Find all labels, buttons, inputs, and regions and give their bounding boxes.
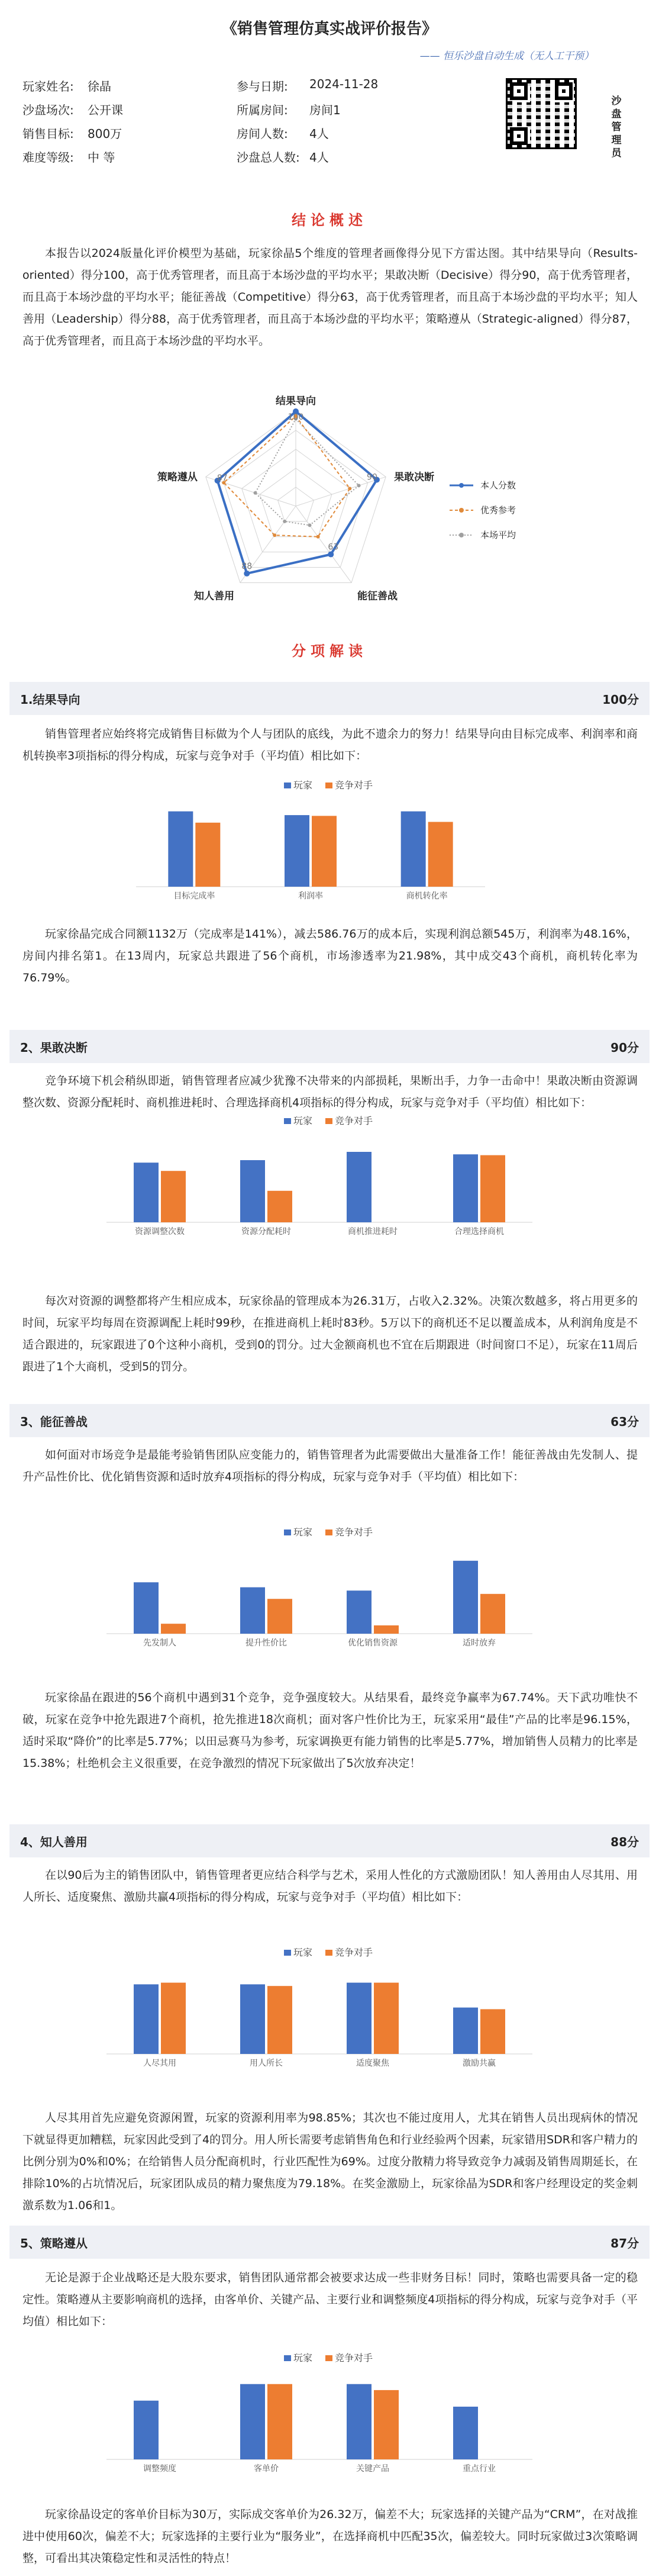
info-row [22,77,472,99]
report-title: 《销售管理仿真实战评价报告》 [221,20,437,38]
bar-chart [0,1116,659,1240]
section-analysis: 玩家徐晶在跟进的56个商机中遇到31个竞争，竞争强度较大。从结果看，最终竞争赢率为67.74%。天下武功唯快不破，玩家在竞争中抢先跟进7个商机，抢先推进18次商机；面对客户性价比为王，玩家采用“最佳”产品的比率是96.15%，适时采取“降价”的比率是5.77%；以田忌赛马为参考，玩家调换更有能力销售的比率是5.77%，增加销售人员精力的比率是15.38%；杜绝机会主义很重要，在竞争激烈的情况下玩家做出了5次放弃决定！ [22,1691,638,1770]
summary-text: 本报告以2024版量化评价模型为基础，玩家徐晶5个维度的管理者画像得分见下方雷达图。其中结果导向（Results-oriented）得分100，高于优秀管理者，而且高于本场沙盘的平均水平；果敢决断（Decisive）得分90，高于优秀管理者，而且高于本场沙盘的平均水平；能征善战（Competitive）得分63，高于优秀管理者，而且高于本场沙盘的平均水平；知人善用（Leadership）得分88，高于优秀管理者，而且高于本场沙盘的平均水平；策略遵从（Strategic-aligned）得分87，高于优秀管理者，而且高于本场沙盘的平均水平。 [22,247,638,347]
category-label: 利润率 [298,891,323,901]
legend-label-opponent: 竞争对手 [335,1947,373,1958]
radar-point [357,484,361,487]
category-label: 商机推进耗时 [348,1227,398,1237]
radar-spoke [296,506,351,582]
radar-value-label: 88 [241,561,253,571]
section-title: 3、能征善战 [20,1415,88,1429]
bar-player [240,1984,265,2054]
legend-swatch-opponent [325,783,332,788]
section-intro: 如何面对市场竞争是最能考验销售团队应变能力的，销售管理者为此需要做出大量准备工作！能征善战由先发制人、提升产品性价比、优化销售资源和适时放弃4项指标的得分构成，玩家与竞争对手（平均值）相比如下： [22,1448,638,1483]
radar-point [316,535,320,539]
category-label: 先发制人 [143,1638,176,1648]
category-label: 激励共赢 [463,2059,496,2068]
level-label: 难度等级: [22,150,74,165]
section-score: 63分 [610,1415,639,1429]
radar-value-label: 63 [328,542,339,552]
report-subtitle: —— 恒乐沙盘自动生成（无人工干预） [419,50,594,62]
legend-label-player: 玩家 [293,1116,313,1126]
radar-point [254,491,257,495]
radar-legend-marker [459,533,464,537]
legend-label-player: 玩家 [293,2353,313,2364]
bar-opponent [195,823,220,887]
legend-label-player: 玩家 [293,780,313,791]
section-header [9,1030,650,1063]
summary-heading: 结论概述 [292,212,367,228]
category-label: 关键产品 [356,2464,389,2474]
section-title: 1.结果导向 [20,693,80,707]
section-score: 88分 [610,1835,639,1849]
bar-opponent [374,1983,399,2054]
radar-point [244,571,250,577]
section-title: 2、果敢决断 [20,1041,88,1055]
bar-player [134,2401,159,2459]
legend-swatch-player [284,1950,291,1956]
legend-swatch-player [284,1530,291,1535]
bar-opponent [161,1171,186,1222]
qr-code[interactable] [506,78,577,149]
section-score: 90分 [610,1041,639,1055]
category-label: 适度聚焦 [356,2059,389,2068]
legend-label-opponent: 竞争对手 [335,1116,373,1126]
bar-player [134,1582,159,1634]
section-header [9,1824,650,1857]
bar-player [347,1590,372,1634]
category-label: 优化销售资源 [348,1638,398,1648]
legend-label-player: 玩家 [293,1947,313,1958]
bar-player [240,1588,265,1634]
radar-axis-label: 结果导向 [276,395,316,407]
category-label: 适时放弃 [463,1638,496,1648]
category-label: 资源调整次数 [135,1227,185,1237]
info-row [22,101,472,123]
date-value: 2024-11-28 [309,77,379,91]
bar-opponent [480,1594,505,1634]
total-people-label: 沙盘总人数: [237,150,300,165]
section-analysis: 人尽其用首先应避免资源闲置，玩家的资源利用率为98.85%；其次也不能过度用人，尤其在销售人员出现病休的情况下就显得更加糟糕，玩家因此受到了4的罚分。用人所长需要考虑销售角色和行业经验两个因素，玩家错用SDR和客户精力的比例分别为0%和0%；在给销售人员分配商机时，行业匹配性为69%。过度分散精力将导致竞争力减弱及销售周期延长，在排除10%的占坑情况后，玩家团队成员的精力聚焦度为79.18%。在奖金激励上，玩家徐晶为SDR和客户经理设定的奖金刺激系数为1.06和1。 [22,2111,638,2212]
details-heading: 分项解读 [292,643,367,659]
section-score: 87分 [610,2236,639,2250]
bar-chart [0,780,659,904]
bar-player [453,1154,478,1222]
category-label: 用人所长 [250,2059,283,2068]
room-value: 房间1 [309,103,341,117]
category-label: 目标完成率 [173,891,215,901]
info-row [22,124,472,147]
bar-opponent [374,2390,399,2459]
bar-player [401,812,426,887]
category-label: 调整频度 [143,2464,176,2474]
bar-player [168,812,193,887]
legend-swatch-opponent [325,1950,332,1956]
radar-legend-label: 本人分数 [480,480,516,491]
bar-player [240,2384,265,2459]
bar-player [285,815,309,887]
bar-opponent [480,2009,505,2054]
section-analysis: 玩家徐晶完成合同额1132万（完成率是141%），减去586.76万的成本后，实现利润总额545万，利润率为48.16%，房间内排名第1。在13周内，玩家总共跟进了56个商机，市场渗透率为21.98%，其中成交43个商机，商机转化率为76.79%。 [22,928,638,984]
section-intro: 竞争环境下机会稍纵即逝，销售管理者应减少犹豫不决带来的内部损耗，果断出手，力争一击命中！果敢决断由资源调整次数、资源分配耗时、商机推进耗时、合理选择商机4项指标的得分构成，玩家与竞争对手（平均值）相比如下： [22,1074,638,1109]
legend-swatch-player [284,783,291,788]
section-intro: 无论是源于企业战略还是大股东要求，销售团队通常都会被要求达成一些非财务目标！同时，策略也需要具备一定的稳定性。策略遵从主要影响商机的选择，由客单价、关键产品、主要行业和调整频度4项指标的得分构成，玩家与竞争对手（平均值）相比如下： [22,2271,638,2328]
legend-swatch-player [284,2355,291,2361]
legend-swatch-opponent [325,1118,332,1124]
mode-label: 沙盘场次: [22,103,74,117]
radar-point [283,520,286,523]
room-people-value: 4人 [309,127,329,141]
section-header [9,2226,650,2259]
date-label: 参与日期: [237,79,288,94]
section-intro: 在以90后为主的销售团队中，销售管理者更应结合科学与艺术，采用人性化的方式激励团队！知人善用由人尽其用、用人所长、适度聚焦、激励共赢4项指标的得分构成，玩家与竞争对手（平均值）相比如下： [22,1869,638,1904]
bar-player [453,2407,478,2459]
bar-opponent [267,1986,292,2054]
category-label: 提升性价比 [245,1638,287,1648]
bar-player [453,2008,478,2054]
legend-swatch-opponent [325,2355,332,2361]
bar-player [134,1984,159,2054]
radar-legend-label: 本场平均 [480,530,516,540]
radar-axis-label: 能征善战 [357,590,398,603]
legend-swatch-opponent [325,1530,332,1535]
bar-chart [0,1947,659,2072]
radar-point [308,523,312,527]
radar-value-label: 90 [367,472,377,482]
bar-opponent [267,1191,292,1222]
category-label: 客单价 [254,2464,279,2474]
radar-legend-marker [459,483,464,488]
radar-axis-label: 果敢决断 [394,471,435,484]
category-label: 合理选择商机 [454,1227,504,1237]
legend-swatch-player [284,1118,291,1124]
radar-point [348,487,351,490]
bar-player [453,1561,478,1634]
category-label: 重点行业 [463,2464,496,2474]
section-intro: 销售管理者应始终将完成销售目标做为个人与团队的底线，为此不遗余力的努力！结果导向由目标完成率、利润率和商机转换率3项指标的得分构成，玩家与竞争对手（平均值）相比如下： [22,727,638,762]
category-label: 商机转化率 [406,891,448,901]
mode-value: 公开课 [88,103,123,117]
info-row [22,148,472,170]
radar-series-0 [218,411,377,574]
bar-opponent [374,1625,399,1634]
player-name: 徐晶 [88,79,111,94]
bar-player [347,1983,372,2054]
player-label: 玩家姓名: [22,79,74,94]
radar-value-label: 87 [217,473,228,483]
radar-value-label: 100 [287,413,304,422]
total-people-value: 4人 [309,150,329,165]
category-label: 资源分配耗时 [241,1227,291,1237]
bar-opponent [480,1155,505,1222]
radar-point [328,552,334,558]
bar-opponent [267,1599,292,1634]
radar-legend-marker [459,508,464,513]
level-value: 中 等 [88,150,115,165]
bar-player [347,2384,372,2459]
legend-label-opponent: 竞争对手 [335,2353,373,2364]
legend-label-opponent: 竞争对手 [335,1527,373,1538]
legend-label-player: 玩家 [293,1527,313,1538]
target-label: 销售目标: [22,127,74,141]
room-people-label: 房间人数: [237,127,288,141]
qr-label: 沙盘管理员 [611,95,622,159]
section-analysis: 玩家徐晶设定的客单价目标为30万，实际成交客单价为26.32万，偏差不大；玩家选择的关键产品为“CRM”，在对战推进中使用60次，偏差不大；玩家选择的主要行业为“服务业”，在选择商机中匹配35次，偏差较大。同时玩家做过3次策略调整，可看出其决策稳定性和灵活性的特点！ [22,2508,638,2565]
radar-point [273,533,276,537]
bar-opponent [161,1983,186,2054]
radar-axis-label: 策略遵从 [157,471,198,484]
bar-opponent [267,2384,292,2459]
section-analysis: 每次对资源的调整都将产生相应成本，玩家徐晶的管理成本为26.31万，占收入2.32%。决策次数越多，将占用更多的时间，玩家平均每周在资源调配上耗时99秒，在推进商机上耗时83秒。5万以下的商机还不足以覆盖成本，从利润角度是不适合跟进的，玩家跟进了0个这种小商机，受到0的罚分。过大金额商机也不宜在后期跟进（时间窗口不足），玩家在11周后跟进了1个大商机，受到5的罚分。 [22,1295,638,1373]
legend-label-opponent: 竞争对手 [335,780,373,791]
bar-player [347,1152,372,1222]
section-title: 4、知人善用 [20,1835,88,1849]
section-score: 100分 [602,693,639,707]
section-title: 5、策略遵从 [20,2236,88,2250]
room-label: 所属房间: [237,103,288,117]
bar-chart [0,2353,659,2477]
radar-legend-label: 优秀参考 [480,505,516,516]
section-header [9,1404,650,1437]
bar-opponent [161,1624,186,1634]
target-value: 800万 [88,127,122,141]
bar-player [240,1160,265,1222]
section-header [9,682,650,715]
radar-chart [118,379,592,639]
radar-axis-label: 知人善用 [193,590,234,603]
bar-player [134,1163,159,1222]
bar-opponent [312,816,337,887]
bar-opponent [428,822,453,887]
bar-chart [0,1527,659,1651]
category-label: 人尽其用 [143,2059,176,2068]
